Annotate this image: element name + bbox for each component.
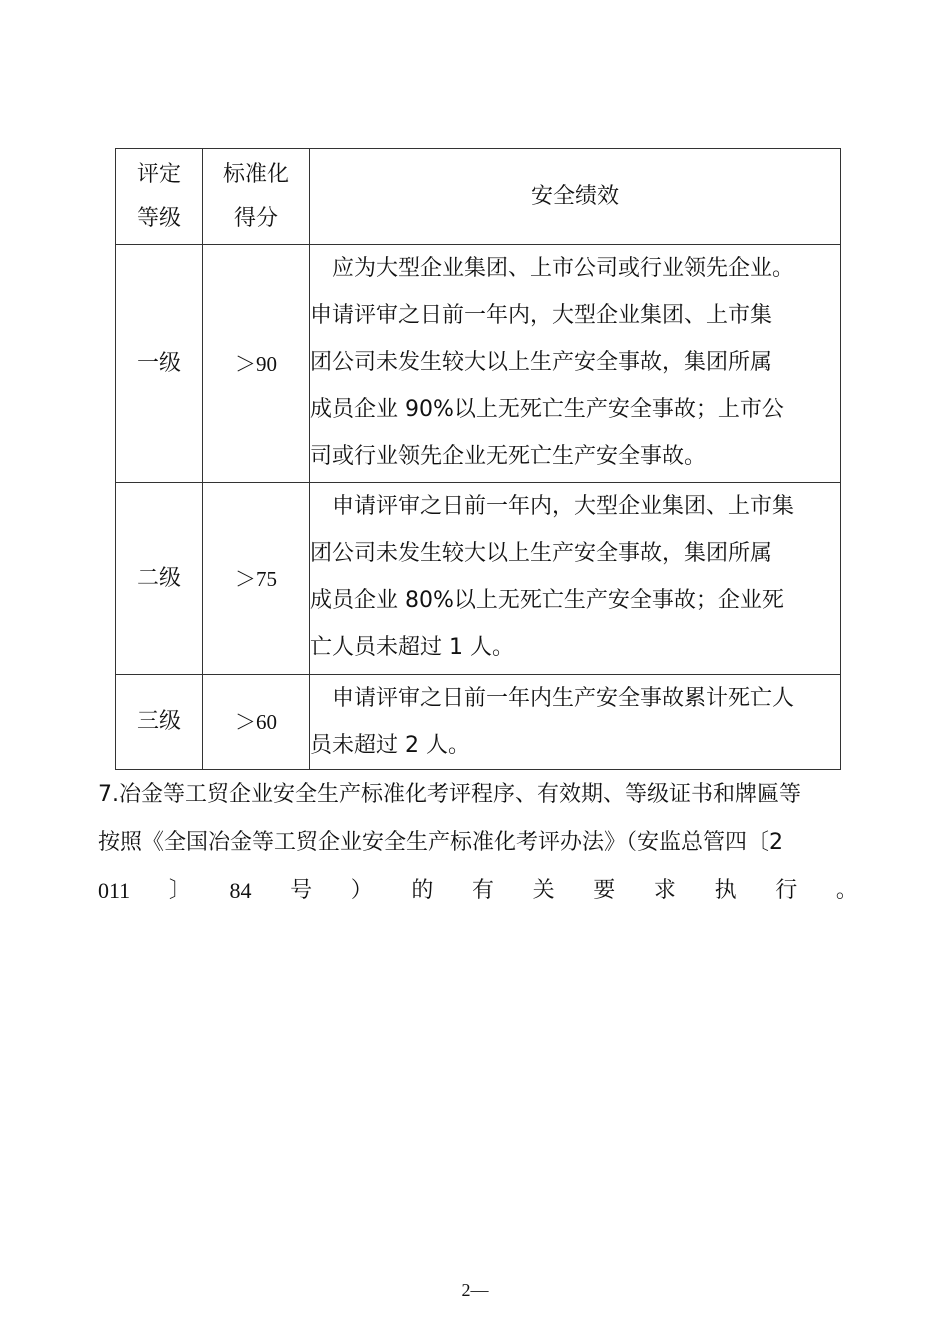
paragraph-line: 7.冶金等工贸企业安全生产标准化考评程序、有效期、等级证书和牌匾等 <box>98 782 801 807</box>
paragraph-fragment: 84 <box>229 878 252 903</box>
performance-line: 应为大型企业集团、上市公司或行业领先企业。 <box>310 256 795 281</box>
header-score-line1: 标准化 <box>222 161 289 187</box>
paragraph-fragment: ） <box>350 878 373 903</box>
grade-table <box>115 148 841 770</box>
paragraph-fragment: 号 <box>290 878 313 903</box>
paragraph-fragment: 要 <box>593 878 616 903</box>
paragraph-fragment: 011 <box>98 878 131 903</box>
performance-line: 成员企业 80%以上无死亡生产安全事故；企业死 <box>310 588 784 613</box>
performance-line: 亡人员未超过 1 人。 <box>310 635 514 660</box>
paragraph-fragment: 求 <box>653 878 676 903</box>
performance-line: 申请评审之日前一年内，大型企业集团、上市集 <box>310 303 773 328</box>
performance-cell <box>310 675 841 770</box>
paragraph-fragment: 〕 <box>168 878 191 903</box>
performance-line: 申请评审之日前一年内，大型企业集团、上市集 <box>310 494 795 519</box>
paragraph-line: 按照《全国冶金等工贸企业安全生产标准化考评办法》（安监总管四〔2 <box>98 830 783 855</box>
table-row <box>116 675 841 770</box>
paragraph-fragment: 有 <box>472 878 495 903</box>
body-paragraph <box>98 771 858 915</box>
performance-line: 司或行业领先企业无死亡生产安全事故。 <box>310 444 707 469</box>
performance-cell <box>310 483 841 675</box>
paragraph-fragment: 。 <box>835 878 858 903</box>
header-score-line2: 得分 <box>233 205 278 231</box>
table-row <box>116 483 841 675</box>
performance-line: 员未超过 2 人。 <box>310 733 470 758</box>
level-cell: 二级 <box>116 483 203 675</box>
header-score <box>203 149 310 245</box>
level-cell: 一级 <box>116 245 203 483</box>
paragraph-line-justified <box>98 867 858 915</box>
header-level <box>116 149 203 245</box>
paragraph-fragment: 执 <box>714 878 737 903</box>
performance-cell <box>310 245 841 483</box>
score-cell: ＞60 <box>203 675 310 770</box>
level-cell: 三级 <box>116 675 203 770</box>
page-number: 2— <box>461 1280 489 1300</box>
paragraph-fragment: 行 <box>775 878 798 903</box>
performance-line: 申请评审之日前一年内生产安全事故累计死亡人 <box>310 686 795 711</box>
paragraph-fragment: 关 <box>532 878 555 903</box>
paragraph-fragment: 的 <box>411 878 434 903</box>
header-performance: 安全绩效 <box>310 149 841 245</box>
table-row <box>116 245 841 483</box>
performance-line: 成员企业 90%以上无死亡生产安全事故；上市公 <box>310 397 784 422</box>
score-cell: ＞75 <box>203 483 310 675</box>
score-cell: ＞90 <box>203 245 310 483</box>
table-header-row <box>116 149 841 245</box>
header-level-line2: 等级 <box>136 205 181 231</box>
performance-line: 团公司未发生较大以上生产安全事故，集团所属 <box>310 350 773 375</box>
header-level-line1: 评定 <box>136 161 181 187</box>
performance-line: 团公司未发生较大以上生产安全事故，集团所属 <box>310 541 773 566</box>
